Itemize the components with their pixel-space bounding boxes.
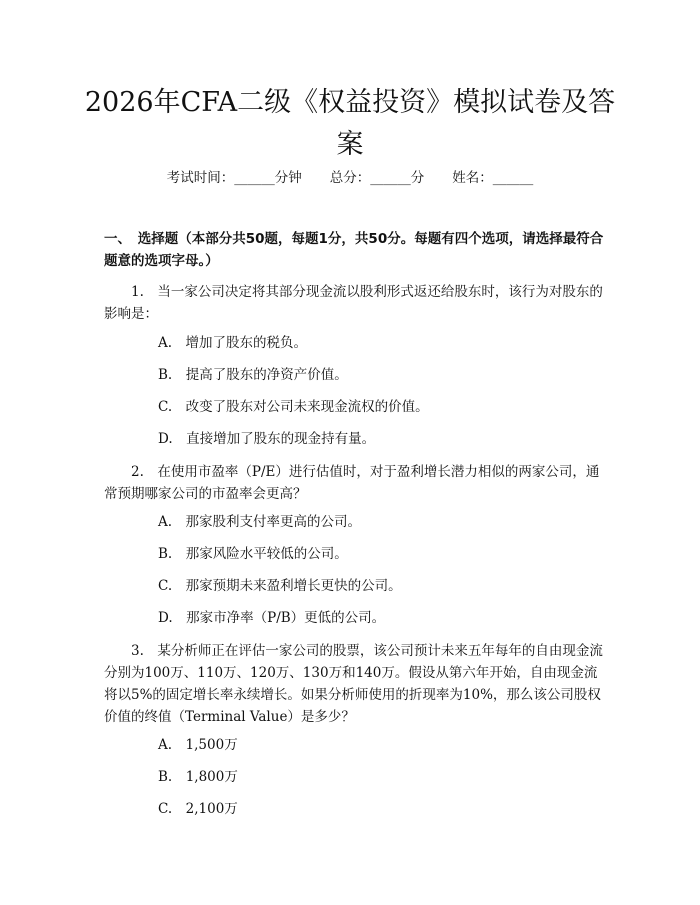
question-1-option-a: A. 增加了股东的税负。 [158,335,308,351]
question-2-option-a: A. 那家股利支付率更高的公司。 [158,514,362,530]
question-3-option-c: C. 2,100万 [158,801,238,817]
question-3-option-b: B. 1,800万 [158,769,238,785]
question-3-text: 3. 某分析师正在评估一家公司的股票，该公司预计未来五年每年的自由现金流分别为100万、110万、120万、130万和140万。假设从第六年开始，自由现金流将以5%的固定增长率永续增长。如果分析师使用的折现率为10%，那么该公司股权价值的终值（Terminal Value）是多少？ [104,643,603,725]
question-1-option-d: D. 直接增加了股东的现金持有量。 [158,431,376,447]
total-score-label: 总分：______分 [329,170,425,186]
exam-meta [0,168,700,188]
question-1-text: 1. 当一家公司决定将其部分现金流以股利形式返还给股东时，该行为对股东的影响是： [104,284,603,322]
student-name-label: 姓名：______ [452,170,534,186]
question-2-option-d: D. 那家市净率（P/B）更低的公司。 [158,610,386,626]
question-2-option-c: C. 那家预期未来盈利增长更快的公司。 [158,578,402,594]
section-heading: 一、 选择题（本部分共50题，每题1分，共50分。每题有四个选项，请选择最符合题意的选项字母。） [104,231,604,269]
question-2-option-b: B. 那家风险水平较低的公司。 [158,546,348,562]
question-3-option-a: A. 1,500万 [158,737,238,753]
question-1-option-c: C. 改变了股东对公司未来现金流权的价值。 [158,399,429,415]
document-title: 2026年CFA二级《权益投资》模拟试卷及答案 [84,87,616,160]
question-2-text: 2. 在使用市盈率（P/E）进行估值时，对于盈利增长潜力相似的两家公司，通常预期哪家公司的市盈率会更高？ [104,464,600,502]
exam-time-label: 考试时间：______分钟 [166,170,302,186]
question-1-option-b: B. 提高了股东的净资产价值。 [158,367,348,383]
